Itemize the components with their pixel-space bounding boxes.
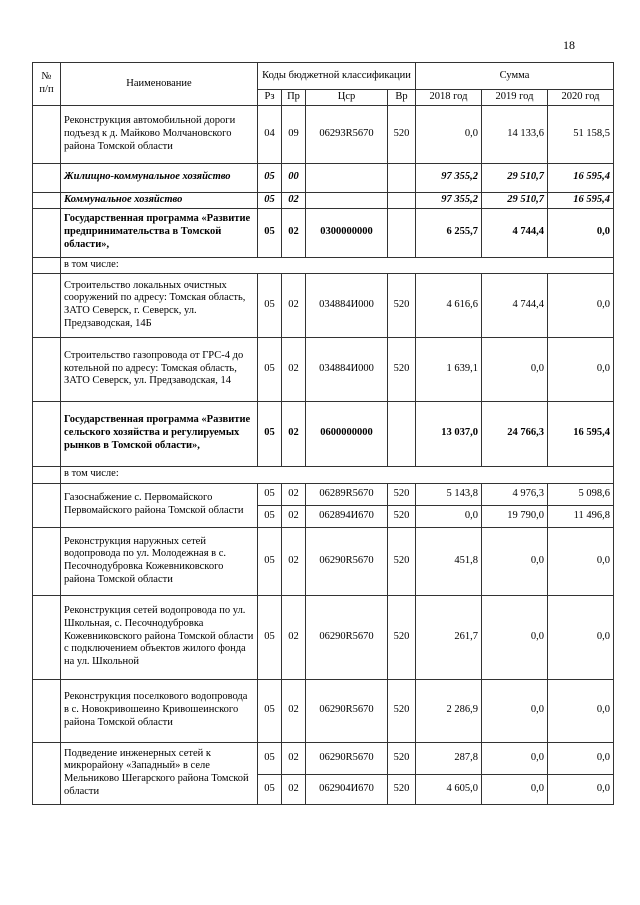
row-rz: 04 [258,105,282,163]
row-name: Реконструкция сетей водопровода по ул. Школьная, с. Песочнодубровка Кожевниковского района Томской области с подключением объектов жилого фонда на ул. Школьной [61,595,258,679]
header-codes: Коды бюджетной классификации [258,63,416,90]
row-2020: 51 158,5 [548,105,614,163]
row-2020: 0,0 [548,337,614,401]
table-row [33,208,614,257]
row-csr [306,163,388,192]
header-sum: Сумма [416,63,614,90]
row-2018: 2 286,9 [416,679,482,742]
table-row [33,105,614,163]
row-2020: 16 595,4 [548,192,614,208]
row-num [33,257,61,273]
row-2019: 29 510,7 [482,163,548,192]
row-rz: 05 [258,742,282,774]
row-rz: 05 [258,208,282,257]
table-row [33,527,614,595]
table-row [33,466,614,483]
row-rz: 05 [258,679,282,742]
row-vr: 520 [388,337,416,401]
row-2020: 0,0 [548,742,614,774]
header-2020: 2020 год [548,90,614,106]
row-num [33,483,61,527]
table-row [33,337,614,401]
table-row [33,163,614,192]
row-2019: 0,0 [482,337,548,401]
page-number: 18 [563,38,575,52]
row-2018: 97 355,2 [416,163,482,192]
row-2019: 14 133,6 [482,105,548,163]
row-vr: 520 [388,679,416,742]
row-name: Строительство локальных очистных сооружений по адресу: Томская область, ЗАТО Северск, г. Северск, ул. Предзаводская, 14Б [61,273,258,337]
row-name: Подведение инженерных сетей к микрорайону «Западный» в селе Мельниково Шегарского района Томской области [61,742,258,804]
row-2020: 16 595,4 [548,163,614,192]
row-pr: 02 [282,401,306,466]
row-pr: 00 [282,163,306,192]
row-2018: 6 255,7 [416,208,482,257]
row-num [33,337,61,401]
row-num [33,192,61,208]
row-2020: 0,0 [548,273,614,337]
row-2020: 16 595,4 [548,401,614,466]
header-pr: Пр [282,90,306,106]
row-csr: 034884И000 [306,273,388,337]
row-pr: 02 [282,192,306,208]
header-2018: 2018 год [416,90,482,106]
row-2019: 0,0 [482,774,548,804]
row-name: Реконструкция наружных сетей водопровода по ул. Молодежная в с. Песочнодубровка Кожевниковского района Томской области [61,527,258,595]
row-2019: 19 790,0 [482,505,548,527]
budget-table [32,62,614,805]
row-pr: 02 [282,527,306,595]
row-vr: 520 [388,774,416,804]
row-csr: 06290R5670 [306,679,388,742]
row-2020: 0,0 [548,774,614,804]
row-num [33,595,61,679]
row-vr: 520 [388,105,416,163]
row-rz: 05 [258,527,282,595]
row-vr: 520 [388,742,416,774]
row-name: Коммунальное хозяйство [61,192,258,208]
row-pr: 02 [282,483,306,505]
row-csr: 06290R5670 [306,742,388,774]
row-csr: 06290R5670 [306,595,388,679]
row-vr [388,401,416,466]
row-pr: 09 [282,105,306,163]
row-name: в том числе: [61,257,614,273]
row-2018: 287,8 [416,742,482,774]
row-num [33,466,61,483]
row-pr: 02 [282,337,306,401]
row-pr: 02 [282,505,306,527]
table-row [33,742,614,774]
row-2019: 24 766,3 [482,401,548,466]
row-csr: 0600000000 [306,401,388,466]
row-vr: 520 [388,595,416,679]
row-name: Газоснабжение с. Первомайского Первомайского района Томской области [61,483,258,527]
row-vr: 520 [388,505,416,527]
row-csr: 06289R5670 [306,483,388,505]
row-2019: 0,0 [482,742,548,774]
row-2019: 0,0 [482,527,548,595]
header-rz: Рз [258,90,282,106]
row-name: Государственная программа «Развитие предпринимательства в Томской области», [61,208,258,257]
row-rz: 05 [258,192,282,208]
row-num [33,208,61,257]
row-vr: 520 [388,273,416,337]
row-csr: 034884И000 [306,337,388,401]
row-vr [388,192,416,208]
row-num [33,527,61,595]
row-csr: 062904И670 [306,774,388,804]
row-2020: 5 098,6 [548,483,614,505]
row-name: Строительство газопровода от ГРС-4 до котельной по адресу: Томская область, ЗАТО Северск, ул. Предзаводская, 14 [61,337,258,401]
row-vr [388,163,416,192]
row-2018: 451,8 [416,527,482,595]
row-2018: 4 605,0 [416,774,482,804]
row-csr: 0300000000 [306,208,388,257]
row-2019: 4 744,4 [482,208,548,257]
row-name: в том числе: [61,466,614,483]
row-2019: 4 744,4 [482,273,548,337]
row-pr: 02 [282,595,306,679]
row-vr: 520 [388,527,416,595]
row-2020: 0,0 [548,527,614,595]
row-name: Государственная программа «Развитие сельского хозяйства и регулируемых рынков в Томской области», [61,401,258,466]
row-2019: 4 976,3 [482,483,548,505]
row-2018: 13 037,0 [416,401,482,466]
row-2018: 0,0 [416,505,482,527]
row-csr: 062894И670 [306,505,388,527]
row-num [33,401,61,466]
table-body [33,105,614,804]
row-2018: 97 355,2 [416,192,482,208]
header-2019: 2019 год [482,90,548,106]
header-num: № п/п [33,63,61,106]
table-row [33,679,614,742]
row-num [33,105,61,163]
row-pr: 02 [282,679,306,742]
row-num [33,742,61,804]
row-rz: 05 [258,163,282,192]
row-2018: 4 616,6 [416,273,482,337]
row-vr: 520 [388,483,416,505]
row-2018: 0,0 [416,105,482,163]
row-rz: 05 [258,273,282,337]
table-row [33,273,614,337]
table-header [33,63,614,106]
row-2019: 0,0 [482,679,548,742]
row-2020: 0,0 [548,208,614,257]
row-csr [306,192,388,208]
row-pr: 02 [282,774,306,804]
table-row [33,483,614,505]
row-vr [388,208,416,257]
row-rz: 05 [258,401,282,466]
row-num [33,273,61,337]
row-rz: 05 [258,483,282,505]
row-rz: 05 [258,774,282,804]
header-name: Наименование [61,63,258,106]
row-rz: 05 [258,595,282,679]
table-row [33,595,614,679]
row-rz: 05 [258,505,282,527]
row-2019: 0,0 [482,595,548,679]
row-2020: 0,0 [548,679,614,742]
table-row [33,401,614,466]
row-2019: 29 510,7 [482,192,548,208]
row-2020: 11 496,8 [548,505,614,527]
row-rz: 05 [258,337,282,401]
row-2018: 5 143,8 [416,483,482,505]
row-csr: 06293R5670 [306,105,388,163]
row-2018: 261,7 [416,595,482,679]
row-pr: 02 [282,742,306,774]
header-vr: Вр [388,90,416,106]
row-2020: 0,0 [548,595,614,679]
table-row [33,192,614,208]
row-num [33,163,61,192]
row-pr: 02 [282,273,306,337]
row-name: Реконструкция поселкового водопровода в с. Новокривошеино Кривошеинского района Томской области [61,679,258,742]
row-2018: 1 639,1 [416,337,482,401]
table-row [33,257,614,273]
row-name: Жилищно-коммунальное хозяйство [61,163,258,192]
row-csr: 06290R5670 [306,527,388,595]
row-num [33,679,61,742]
header-csr: Цср [306,90,388,106]
row-pr: 02 [282,208,306,257]
row-name: Реконструкция автомобильной дороги подъезд к д. Майково Молчановского района Томской области [61,105,258,163]
